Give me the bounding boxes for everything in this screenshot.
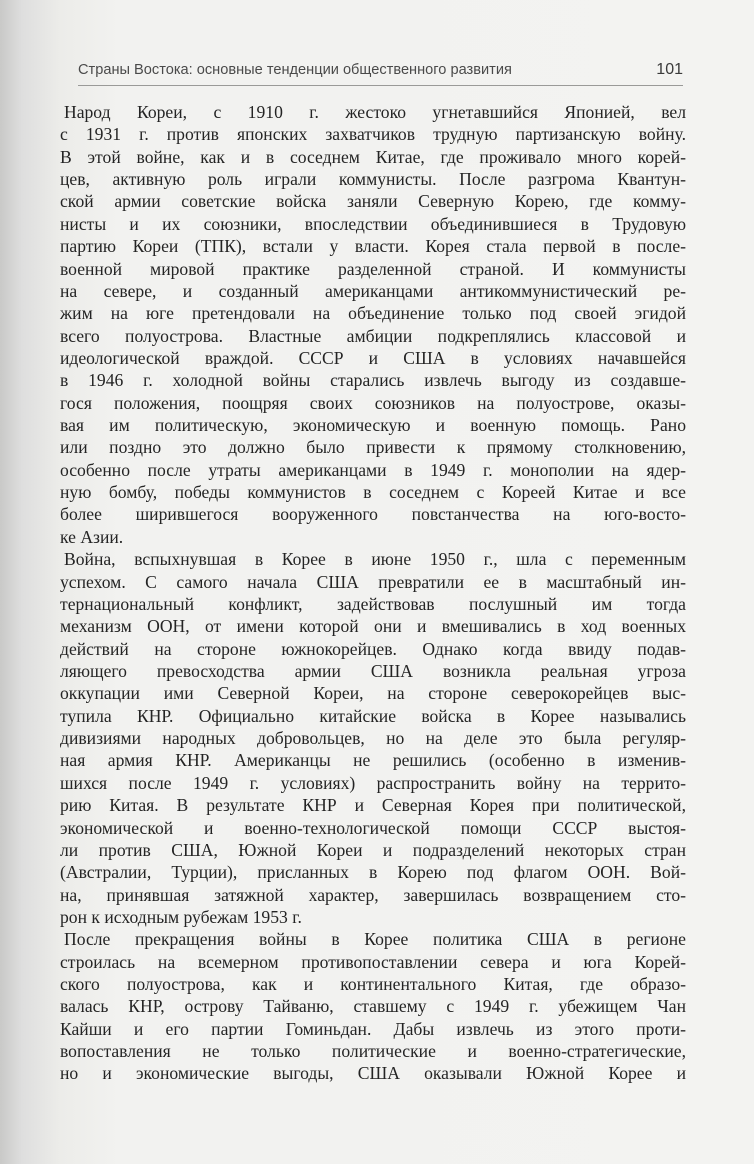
text-line: вопоставления не только политические и военно-стратегические,	[60, 1041, 686, 1062]
text-line: в 1946 г. холодной войны старались извлечь выгоду из создавше-	[60, 370, 686, 391]
paragraph-1	[60, 101, 686, 548]
text-line: дивизиями народных добровольцев, но на деле это была регуляр-	[60, 728, 686, 749]
text-line: партию Кореи (ТПК), встали у власти. Корея стала первой в после-	[60, 236, 686, 257]
text-line: валась КНР, острову Тайваню, ставшему с 1949 г. убежищем Чан	[60, 996, 686, 1017]
text-line: ского полуострова, как и континентального Китая, где образо-	[60, 974, 686, 995]
text-line: Война, вспыхнувшая в Корее в июне 1950 г., шла с переменным	[64, 549, 686, 570]
text-line: После прекращения войны в Корее политика США в регионе	[64, 929, 686, 950]
text-line: (Австралии, Турции), присланных в Корею под флагом ООН. Вой-	[60, 862, 686, 883]
text-line: ляющего превосходства армии США возникла реальная угроза	[60, 660, 686, 681]
text-line: ской армии советские войска заняли Северную Корею, где комму-	[60, 191, 686, 212]
page-number: 101	[656, 61, 683, 78]
text-line: тупила КНР. Официально китайские войска в Корее назывались	[60, 705, 686, 726]
text-line: ли против США, Южной Кореи и подразделений некоторых стран	[60, 839, 686, 860]
text-line: жим на юге претендовали на объединение только под своей эгидой	[60, 303, 686, 324]
text-line: ную бомбу, победы коммунистов в соседнем с Кореей Китае и все	[60, 482, 686, 503]
text-line: Народ Кореи, с 1910 г. жестоко угнетавшийся Японией, вел	[64, 102, 686, 122]
text-line: военной мировой практике разделенной страной. И коммунисты	[60, 258, 686, 279]
paragraph-2	[60, 548, 686, 928]
text-line: вая им политическую, экономическую и военную помощь. Рано	[60, 415, 686, 436]
text-line: на севере, и созданный американцами антикоммунистический ре-	[60, 280, 686, 301]
text-line: строилась на всемерном противопоставлении севера и юга Корей-	[60, 951, 686, 972]
text-line: нисты и их союзники, впоследствии объединившиеся в Трудовую	[60, 213, 686, 234]
text-line: гося положения, поощряя своих союзников на полуострове, оказы-	[60, 392, 686, 413]
text-line: тернациональный конфликт, задействовав послушный им тогда	[60, 593, 686, 614]
text-line: ке Азии.	[60, 526, 124, 547]
text-line: успехом. С самого начала США превратили ее в масштабный ин-	[60, 571, 686, 592]
text-line: с 1931 г. против японских захватчиков трудную партизанскую войну.	[60, 124, 686, 145]
text-line: более ширившегося вооруженного повстанчества на юго-восто-	[60, 504, 686, 525]
text-line: механизм ООН, от имени которой они и вмешивались в ход военных	[60, 616, 686, 637]
text-line: действий на стороне южнокорейцев. Однако когда ввиду подав-	[60, 638, 686, 659]
text-line: идеологической враждой. СССР и США в условиях начавшейся	[60, 347, 686, 368]
text-line: В этой войне, как и в соседнем Китае, где проживало много корей-	[60, 146, 686, 167]
text-line: но и экономические выгоды, США оказывали Южной Корее и	[60, 1063, 686, 1084]
text-line: особенно после утраты американцами в 1949 г. монополии на ядер-	[60, 459, 686, 480]
text-line: экономической и военно-технологической помощи СССР выстоя-	[60, 817, 686, 838]
paragraph-3	[60, 928, 686, 1085]
text-line: всего полуострова. Властные амбиции подкреплялись классовой и	[60, 325, 686, 346]
body-text	[60, 101, 686, 1085]
text-line: рон к исходным рубежам 1953 г.	[60, 906, 302, 927]
text-line: оккупации ими Северной Кореи, на стороне северокорейцев выс-	[60, 683, 686, 704]
text-line: Кайши и его партии Гоминьдан. Дабы извлечь из этого проти-	[60, 1018, 686, 1039]
header-title: Страны Востока: основные тенденции общественного развития	[78, 62, 512, 78]
text-line: ная армия КНР. Американцы не решились (особенно в изменив-	[60, 750, 686, 771]
running-header	[78, 61, 683, 86]
text-line: или поздно это должно было привести к прямому столкновению,	[60, 437, 686, 458]
text-line: рию Китая. В результате КНР и Северная Корея при политической,	[60, 795, 686, 816]
text-line: цев, активную роль играли коммунисты. После разгрома Квантун-	[60, 169, 686, 190]
text-line: на, принявшая затяжной характер, завершилась возвращением сто-	[60, 884, 686, 905]
text-line: шихся после 1949 г. условиях) распространить войну на террито-	[60, 772, 686, 793]
